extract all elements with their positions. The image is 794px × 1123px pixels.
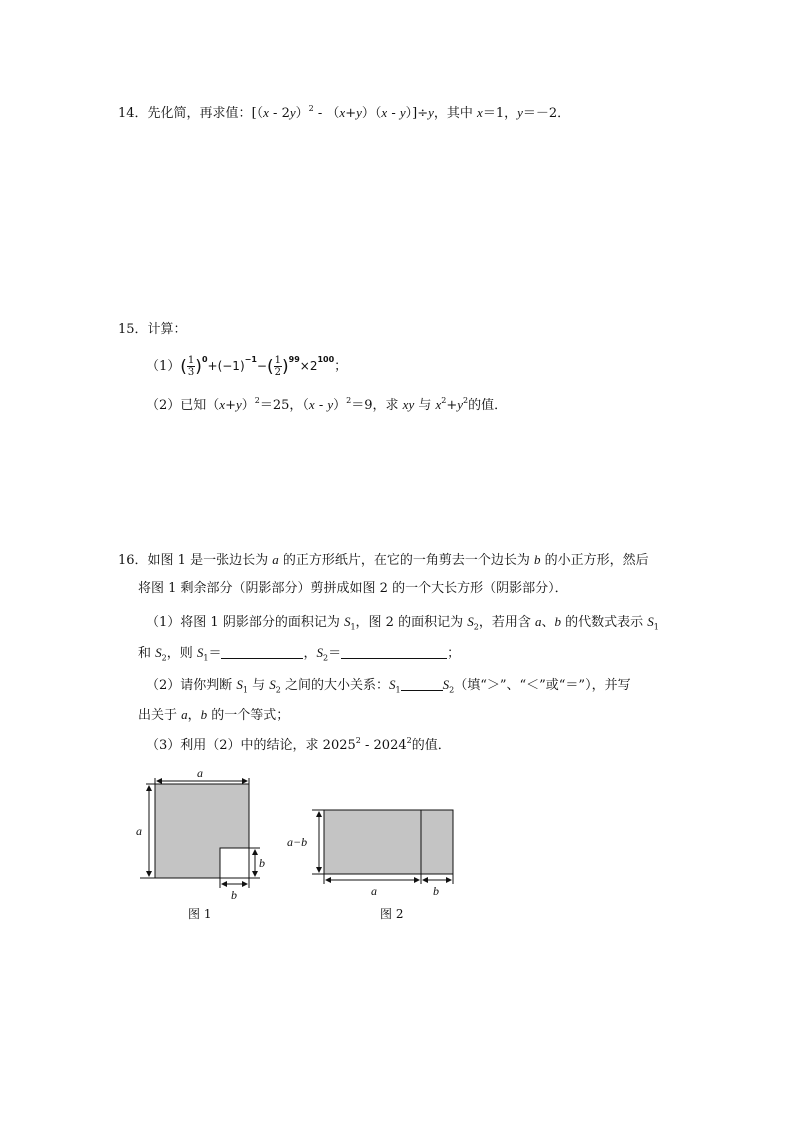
figure-2-label-bottom-a: a [371, 884, 377, 898]
answer-blank-s1[interactable] [221, 646, 303, 659]
figure-1-cut-square [220, 848, 249, 878]
question-14: 14．先化简，再求值：[（x - 2y）$^2$ - （x+y）（x - y）]÷y，其中 x＝1，y＝－2． [118, 103, 571, 121]
question-15-part-1: （1）( $\frac{1}{3}$ )$^0+(-1)^{-1}-$( $\frac{1}{2}$ )$^{99}\times 2^{100}$； [146, 355, 348, 378]
figure-2-shaded-rectangle [324, 810, 453, 874]
question-15-title: 15．计算： [118, 322, 187, 337]
figure-1-label-left-a: a [136, 824, 142, 838]
question-16-part-2-cont: 出关于 a，b 的一个等式； [138, 707, 290, 723]
fraction-one-half: $\frac{1}{2}$ [274, 355, 281, 378]
figure-2-caption: 图 2 [380, 907, 404, 921]
question-16-part-1-cont: 和 $S_2$，则 $S_1=$ ，$S_2=$ ； [138, 645, 461, 663]
figure-1 [130, 762, 280, 902]
question-16-part-1: （1）将图 1 阴影部分的面积记为 $S_1$，图 2 的面积记为 $S_2$，若用含 a、b 的代数式表示 $S_1$ [146, 614, 659, 632]
question-16-line-1: 16．如图 1 是一张边长为 a 的正方形纸片，在它的一角剪去一个边长为 b 的小正方形，然后 [118, 552, 649, 568]
figure-1-label-small-b-right: b [259, 856, 265, 870]
figure-1-label-small-b-bottom: b [231, 888, 237, 902]
question-16-part-2: （2）请你判断 $S_1$ 与 $S_2$ 之间的大小关系：$S_1$ $S_2$（填“＞”、“＜”或“＝”），并写 [146, 677, 631, 695]
question-16-part-3: （3）利用（2）中的结论，求 2025$^2$ - 2024$^2$的值． [146, 735, 451, 753]
answer-blank-s2[interactable] [341, 646, 447, 659]
question-15-part-2: （2）已知$(x+y)^2=25$，（x - y）$^2$＝9，求 xy 与 $x^2+y^2$的值． [146, 395, 508, 413]
figure-2-label-bottom-b: b [433, 884, 439, 898]
figure-1-label-top-a: a [197, 766, 203, 780]
figure-1-caption: 图 1 [188, 907, 212, 921]
fraction-one-third: $\frac{1}{3}$ [187, 355, 195, 378]
figure-2-label-left-a-minus-b: a−b [287, 835, 308, 849]
figure-2 [284, 800, 460, 900]
answer-blank-compare[interactable] [401, 678, 443, 691]
question-16-line-2: 将图 1 剩余部分（阴影部分）剪拼成如图 2 的一个大长方形（阴影部分）． [138, 581, 568, 596]
